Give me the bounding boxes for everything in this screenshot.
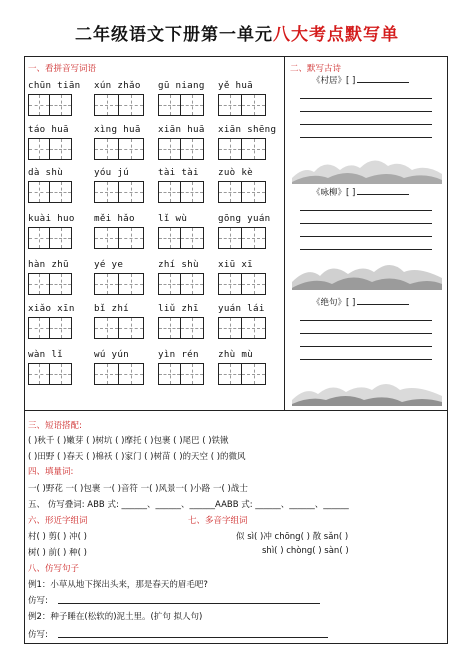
mountain-illustration-2 bbox=[292, 254, 442, 290]
pinyin-word: xiū xī bbox=[218, 259, 253, 270]
pinyin-word: wàn lǐ bbox=[28, 349, 63, 360]
poem-title: 《村居》[ ] bbox=[312, 74, 409, 86]
similar-char-line-2: 树( ) 前( ) 种( ) bbox=[28, 548, 87, 558]
grid-cell[interactable] bbox=[219, 318, 242, 338]
grid-cell[interactable] bbox=[50, 95, 71, 115]
grid-cell[interactable] bbox=[242, 139, 265, 159]
grid-cell[interactable] bbox=[242, 274, 265, 294]
grid-cell[interactable] bbox=[159, 364, 181, 384]
writing-grid[interactable] bbox=[218, 181, 266, 203]
pinyin-word: bǐ zhí bbox=[94, 303, 129, 314]
mountain-illustration-3 bbox=[292, 370, 442, 406]
poem-line-blank[interactable] bbox=[300, 223, 432, 224]
grid-cell[interactable] bbox=[181, 364, 203, 384]
grid-cell[interactable] bbox=[181, 139, 203, 159]
poem-line-blank[interactable] bbox=[300, 137, 432, 138]
writing-grid[interactable] bbox=[158, 227, 204, 249]
grid-cell[interactable] bbox=[50, 318, 71, 338]
grid-cell[interactable] bbox=[219, 228, 242, 248]
writing-grid[interactable] bbox=[28, 317, 72, 339]
polyphone-line-1: 似 sì( )冲 chōng( ) 散 sǎn( ) bbox=[236, 532, 349, 542]
pinyin-word: xìng huā bbox=[94, 124, 141, 135]
pinyin-word: zuò kè bbox=[218, 167, 253, 178]
section8-title: 八、仿写句子 bbox=[28, 564, 80, 574]
imitate-answer-line-2[interactable] bbox=[58, 637, 328, 638]
grid-cell[interactable] bbox=[119, 364, 143, 384]
poem-line-blank[interactable] bbox=[300, 249, 432, 250]
grid-cell[interactable] bbox=[181, 318, 203, 338]
writing-grid[interactable] bbox=[28, 273, 72, 295]
poem-line-blank[interactable] bbox=[300, 346, 432, 347]
imitate-label-1: 仿写: bbox=[28, 596, 48, 606]
writing-grid[interactable] bbox=[94, 363, 144, 385]
grid-cell[interactable] bbox=[29, 364, 50, 384]
poem-line-blank[interactable] bbox=[300, 320, 432, 321]
grid-cell[interactable] bbox=[242, 228, 265, 248]
pinyin-word: yě huā bbox=[218, 80, 253, 91]
writing-grid[interactable] bbox=[218, 317, 266, 339]
grid-cell[interactable] bbox=[159, 228, 181, 248]
poem-line-blank[interactable] bbox=[300, 359, 432, 360]
poem-line-blank[interactable] bbox=[300, 111, 432, 112]
similar-char-line-1: 村( ) 剪( ) 冲( ) bbox=[28, 532, 87, 542]
imitate-answer-line-1[interactable] bbox=[58, 603, 320, 604]
pinyin-word: yuán lái bbox=[218, 303, 265, 314]
grid-cell[interactable] bbox=[29, 182, 50, 202]
pinyin-word: kuài huo bbox=[28, 213, 75, 224]
pinyin-row bbox=[28, 80, 284, 94]
pinyin-word: dà shù bbox=[28, 167, 63, 178]
pinyin-word: wú yún bbox=[94, 349, 129, 360]
section2-title: 二、默写古诗 bbox=[290, 64, 342, 74]
writing-grid[interactable] bbox=[94, 94, 144, 116]
pinyin-word: xún zhǎo bbox=[94, 80, 141, 91]
grid-cell[interactable] bbox=[181, 95, 203, 115]
grid-cell[interactable] bbox=[219, 139, 242, 159]
grid-cell[interactable] bbox=[119, 95, 143, 115]
poem-line-blank[interactable] bbox=[300, 124, 432, 125]
writing-grid[interactable] bbox=[158, 138, 204, 160]
grid-cell[interactable] bbox=[119, 182, 143, 202]
collocation-line-2: ( )田野 ( )春天 ( )棉袄 ( )家门 ( )树苗 ( )的天空 ( )的微风 bbox=[28, 452, 246, 462]
writing-grid[interactable] bbox=[218, 227, 266, 249]
grid-cell[interactable] bbox=[95, 182, 119, 202]
section4-title: 四、填量词: bbox=[28, 467, 74, 477]
grid-cell[interactable] bbox=[181, 182, 203, 202]
grid-cell[interactable] bbox=[50, 182, 71, 202]
pinyin-word: gū niang bbox=[158, 80, 205, 91]
pinyin-word: xiān huā bbox=[158, 124, 205, 135]
grid-cell[interactable] bbox=[159, 318, 181, 338]
writing-grid[interactable] bbox=[218, 363, 266, 385]
grid-cell[interactable] bbox=[119, 318, 143, 338]
grid-cell[interactable] bbox=[95, 364, 119, 384]
poem-author-blank[interactable] bbox=[357, 194, 409, 195]
pinyin-word: táo huā bbox=[28, 124, 69, 135]
pinyin-word: liǔ zhī bbox=[158, 303, 199, 314]
grid-cell[interactable] bbox=[29, 95, 50, 115]
grid-cell[interactable] bbox=[242, 364, 265, 384]
writing-grid[interactable] bbox=[28, 227, 72, 249]
pinyin-word: měi hǎo bbox=[94, 213, 135, 224]
page-title: 二年级语文下册第一单元八大考点默写单 bbox=[75, 25, 399, 45]
grid-cell[interactable] bbox=[219, 182, 242, 202]
grid-cell[interactable] bbox=[95, 318, 119, 338]
writing-grid[interactable] bbox=[94, 273, 144, 295]
section-divider bbox=[24, 410, 448, 411]
column-divider bbox=[284, 56, 285, 411]
writing-grid[interactable] bbox=[94, 181, 144, 203]
pinyin-word: lǐ wù bbox=[158, 213, 188, 224]
writing-grid[interactable] bbox=[28, 181, 72, 203]
grid-cell[interactable] bbox=[50, 364, 71, 384]
pinyin-row bbox=[28, 259, 284, 273]
polyphone-line-2: shì( ) chòng( ) sàn( ) bbox=[262, 546, 349, 556]
poem-line-blank[interactable] bbox=[300, 98, 432, 99]
writing-grid[interactable] bbox=[94, 317, 144, 339]
pinyin-row bbox=[28, 124, 284, 138]
poem-line-blank[interactable] bbox=[300, 210, 432, 211]
grid-cell[interactable] bbox=[50, 228, 71, 248]
pinyin-word: zhù mù bbox=[218, 349, 253, 360]
pinyin-row bbox=[28, 213, 284, 227]
collocation-line-1: ( )秋千 ( )嫩芽 ( )树坑 ( )摩托 ( )包裹 ( )尾巴 ( )铁锹 bbox=[28, 436, 229, 446]
writing-grid[interactable] bbox=[28, 138, 72, 160]
pinyin-row bbox=[28, 349, 284, 363]
pinyin-row bbox=[28, 167, 284, 181]
pinyin-word: xiǎo xīn bbox=[28, 303, 75, 314]
poem-title: 《咏柳》[ ] bbox=[312, 186, 409, 198]
pinyin-word: chūn tiān bbox=[28, 80, 81, 91]
grid-cell[interactable] bbox=[159, 139, 181, 159]
writing-grid[interactable] bbox=[158, 273, 204, 295]
grid-cell[interactable] bbox=[119, 228, 143, 248]
grid-cell[interactable] bbox=[95, 139, 119, 159]
grid-cell[interactable] bbox=[29, 228, 50, 248]
measure-word-line: 一( )野花 一( )包裹 一( )音符 一( )风景一( )小路 一( )战士 bbox=[28, 484, 248, 494]
writing-grid[interactable] bbox=[218, 94, 266, 116]
section3-title: 三、短语搭配: bbox=[28, 421, 82, 431]
pinyin-row bbox=[28, 303, 284, 317]
pinyin-word: yóu jú bbox=[94, 167, 129, 178]
grid-cell[interactable] bbox=[242, 318, 265, 338]
section6-title: 六、形近字组词 bbox=[28, 516, 88, 526]
grid-cell[interactable] bbox=[219, 274, 242, 294]
grid-cell[interactable] bbox=[50, 274, 71, 294]
writing-grid[interactable] bbox=[158, 317, 204, 339]
grid-cell[interactable] bbox=[242, 95, 265, 115]
poem-line-blank[interactable] bbox=[300, 236, 432, 237]
poem-author-blank[interactable] bbox=[357, 82, 409, 83]
pinyin-word: hàn zhū bbox=[28, 259, 69, 270]
grid-cell[interactable] bbox=[29, 318, 50, 338]
pinyin-word: yìn rén bbox=[158, 349, 199, 360]
grid-cell[interactable] bbox=[29, 274, 50, 294]
writing-grid[interactable] bbox=[158, 363, 204, 385]
grid-cell[interactable] bbox=[219, 364, 242, 384]
writing-grid[interactable] bbox=[158, 94, 204, 116]
writing-grid[interactable] bbox=[94, 138, 144, 160]
pinyin-word: zhí shù bbox=[158, 259, 199, 270]
poem-title: 《绝句》[ ] bbox=[312, 296, 409, 308]
grid-cell[interactable] bbox=[159, 95, 181, 115]
section7-title: 七、多音字组词 bbox=[188, 516, 248, 526]
pinyin-word: yé ye bbox=[94, 259, 124, 270]
grid-cell[interactable] bbox=[159, 182, 181, 202]
grid-cell[interactable] bbox=[242, 182, 265, 202]
pinyin-word: tài tài bbox=[158, 167, 199, 178]
writing-grid[interactable] bbox=[28, 363, 72, 385]
grid-cell[interactable] bbox=[50, 139, 71, 159]
grid-cell[interactable] bbox=[95, 228, 119, 248]
grid-cell[interactable] bbox=[29, 139, 50, 159]
section1-title: 一、看拼音写词语 bbox=[28, 64, 97, 74]
grid-cell[interactable] bbox=[95, 95, 119, 115]
poem-line-blank[interactable] bbox=[300, 333, 432, 334]
writing-grid[interactable] bbox=[94, 227, 144, 249]
writing-grid[interactable] bbox=[28, 94, 72, 116]
grid-cell[interactable] bbox=[119, 139, 143, 159]
reduplication-line: 五、 仿写叠词: ABB 式: ______、______、______AABB 式: ______、______、______ bbox=[28, 500, 349, 510]
example-sentence-2: 例2：种子睡在(松软的)泥土里。(扩句 拟人句) bbox=[28, 612, 203, 622]
grid-cell[interactable] bbox=[219, 95, 242, 115]
imitate-label-2: 仿写: bbox=[28, 630, 48, 640]
title-highlight: 八大考点默写单 bbox=[273, 25, 399, 45]
poem-author-blank[interactable] bbox=[357, 304, 409, 305]
grid-cell[interactable] bbox=[181, 274, 203, 294]
pinyin-word: gōng yuán bbox=[218, 213, 271, 224]
grid-cell[interactable] bbox=[181, 228, 203, 248]
example-sentence-1: 例1：小草从地下探出头来，那是春天的眉毛吧? bbox=[28, 580, 208, 590]
writing-grid[interactable] bbox=[158, 181, 204, 203]
grid-cell[interactable] bbox=[159, 274, 181, 294]
writing-grid[interactable] bbox=[218, 138, 266, 160]
writing-grid[interactable] bbox=[218, 273, 266, 295]
grid-cell[interactable] bbox=[119, 274, 143, 294]
mountain-illustration-1 bbox=[292, 148, 442, 184]
grid-cell[interactable] bbox=[95, 274, 119, 294]
pinyin-word: xiān shēng bbox=[218, 124, 277, 135]
